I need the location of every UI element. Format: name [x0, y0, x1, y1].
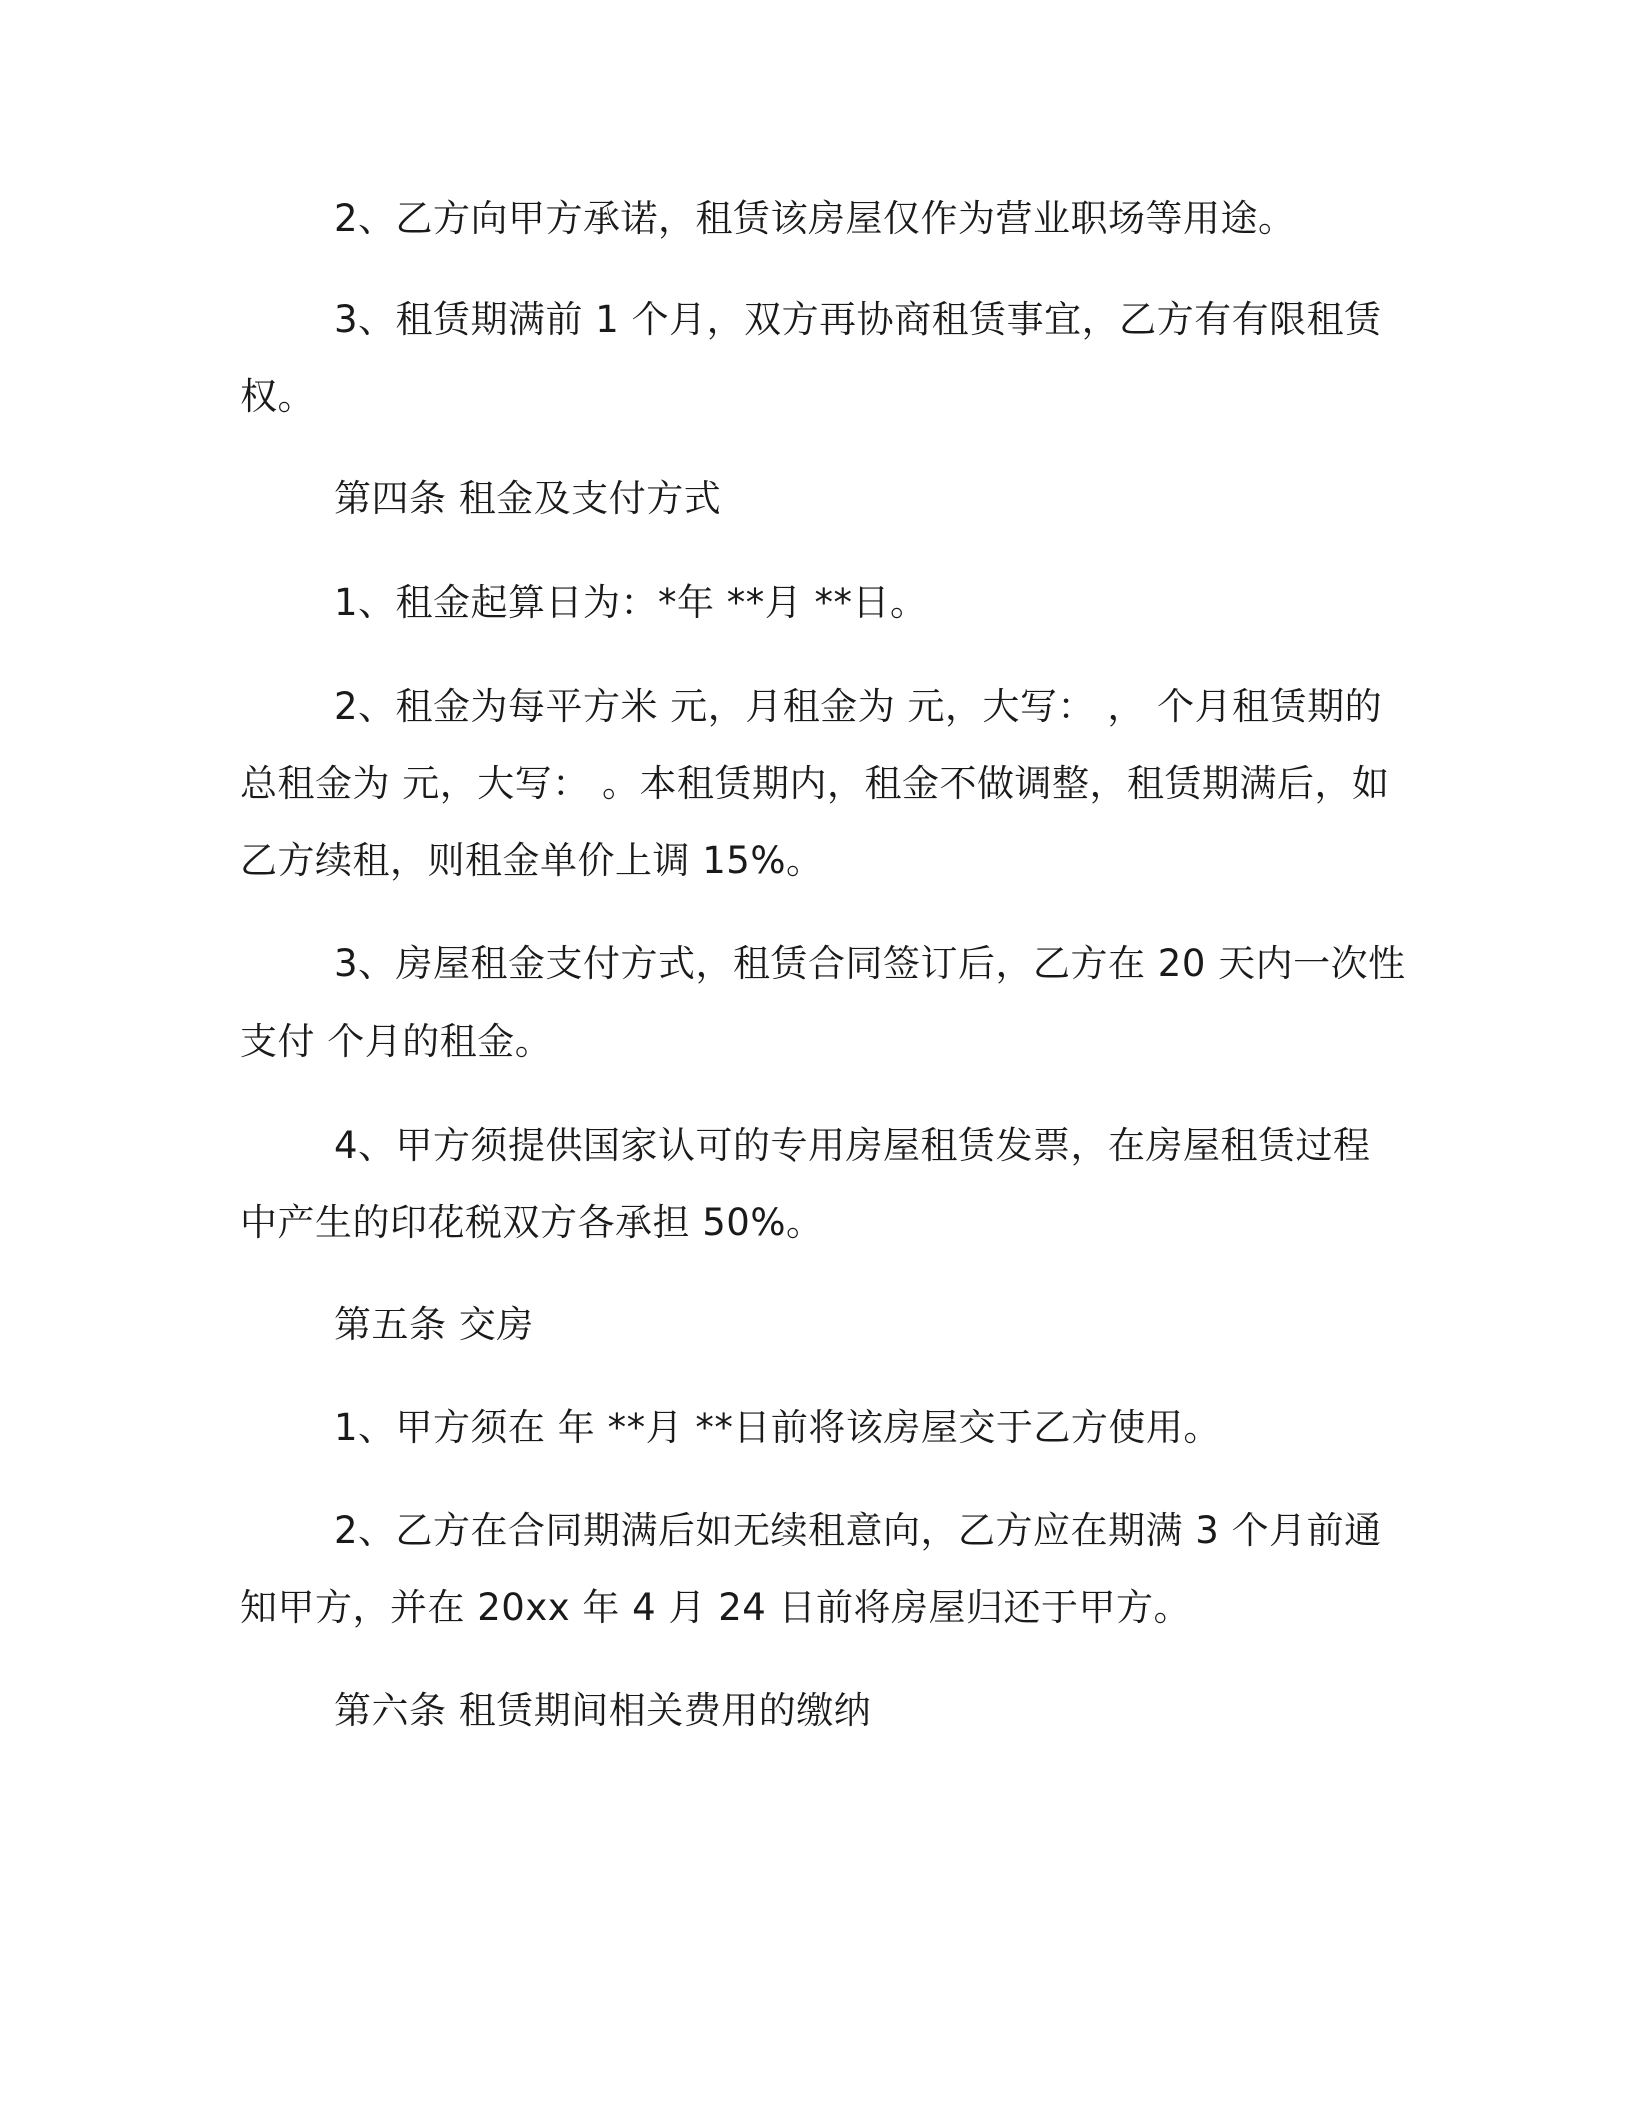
article-5-heading: 第五条 交房 [334, 1303, 534, 1346]
rent-clause-4-cont: 中产生的印花税双方各承担 50%。 [240, 1201, 824, 1244]
handover-clause-2: 2、乙方在合同期满后如无续租意向，乙方应在期满 3 个月前通 [334, 1509, 1382, 1552]
rent-clause-2: 2、租金为每平方米 元，月租金为 元，大写： ， 个月租赁期的 [334, 685, 1383, 728]
rent-clause-2-cont-1: 总租金为 元，大写： 。本租赁期内，租金不做调整，租赁期满后，如 [240, 762, 1390, 805]
rent-clause-2-cont-2: 乙方续租，则租金单价上调 15%。 [240, 839, 824, 882]
rent-clause-1: 1、租金起算日为：*年 **月 **日。 [334, 581, 928, 624]
rent-clause-4: 4、甲方须提供国家认可的专用房屋租赁发票，在房屋租赁过程 [334, 1124, 1371, 1167]
clause-2-commitment: 2、乙方向甲方承诺，租赁该房屋仅作为营业职场等用途。 [334, 197, 1296, 240]
rent-clause-3: 3、房屋租金支付方式，租赁合同签订后，乙方在 20 天内一次性 [334, 942, 1406, 985]
article-6-heading: 第六条 租赁期间相关费用的缴纳 [334, 1689, 872, 1732]
rent-clause-3-cont: 支付 个月的租金。 [240, 1020, 553, 1063]
handover-clause-2-cont: 知甲方，并在 20xx 年 4 月 24 日前将房屋归还于甲方。 [240, 1586, 1192, 1629]
article-4-heading: 第四条 租金及支付方式 [334, 477, 722, 520]
handover-clause-1: 1、甲方须在 年 **月 **日前将该房屋交于乙方使用。 [334, 1406, 1221, 1449]
clause-3-renewal: 3、租赁期满前 1 个月，双方再协商租赁事宜，乙方有有限租赁 [334, 298, 1382, 341]
clause-3-renewal-cont: 权。 [240, 375, 315, 418]
